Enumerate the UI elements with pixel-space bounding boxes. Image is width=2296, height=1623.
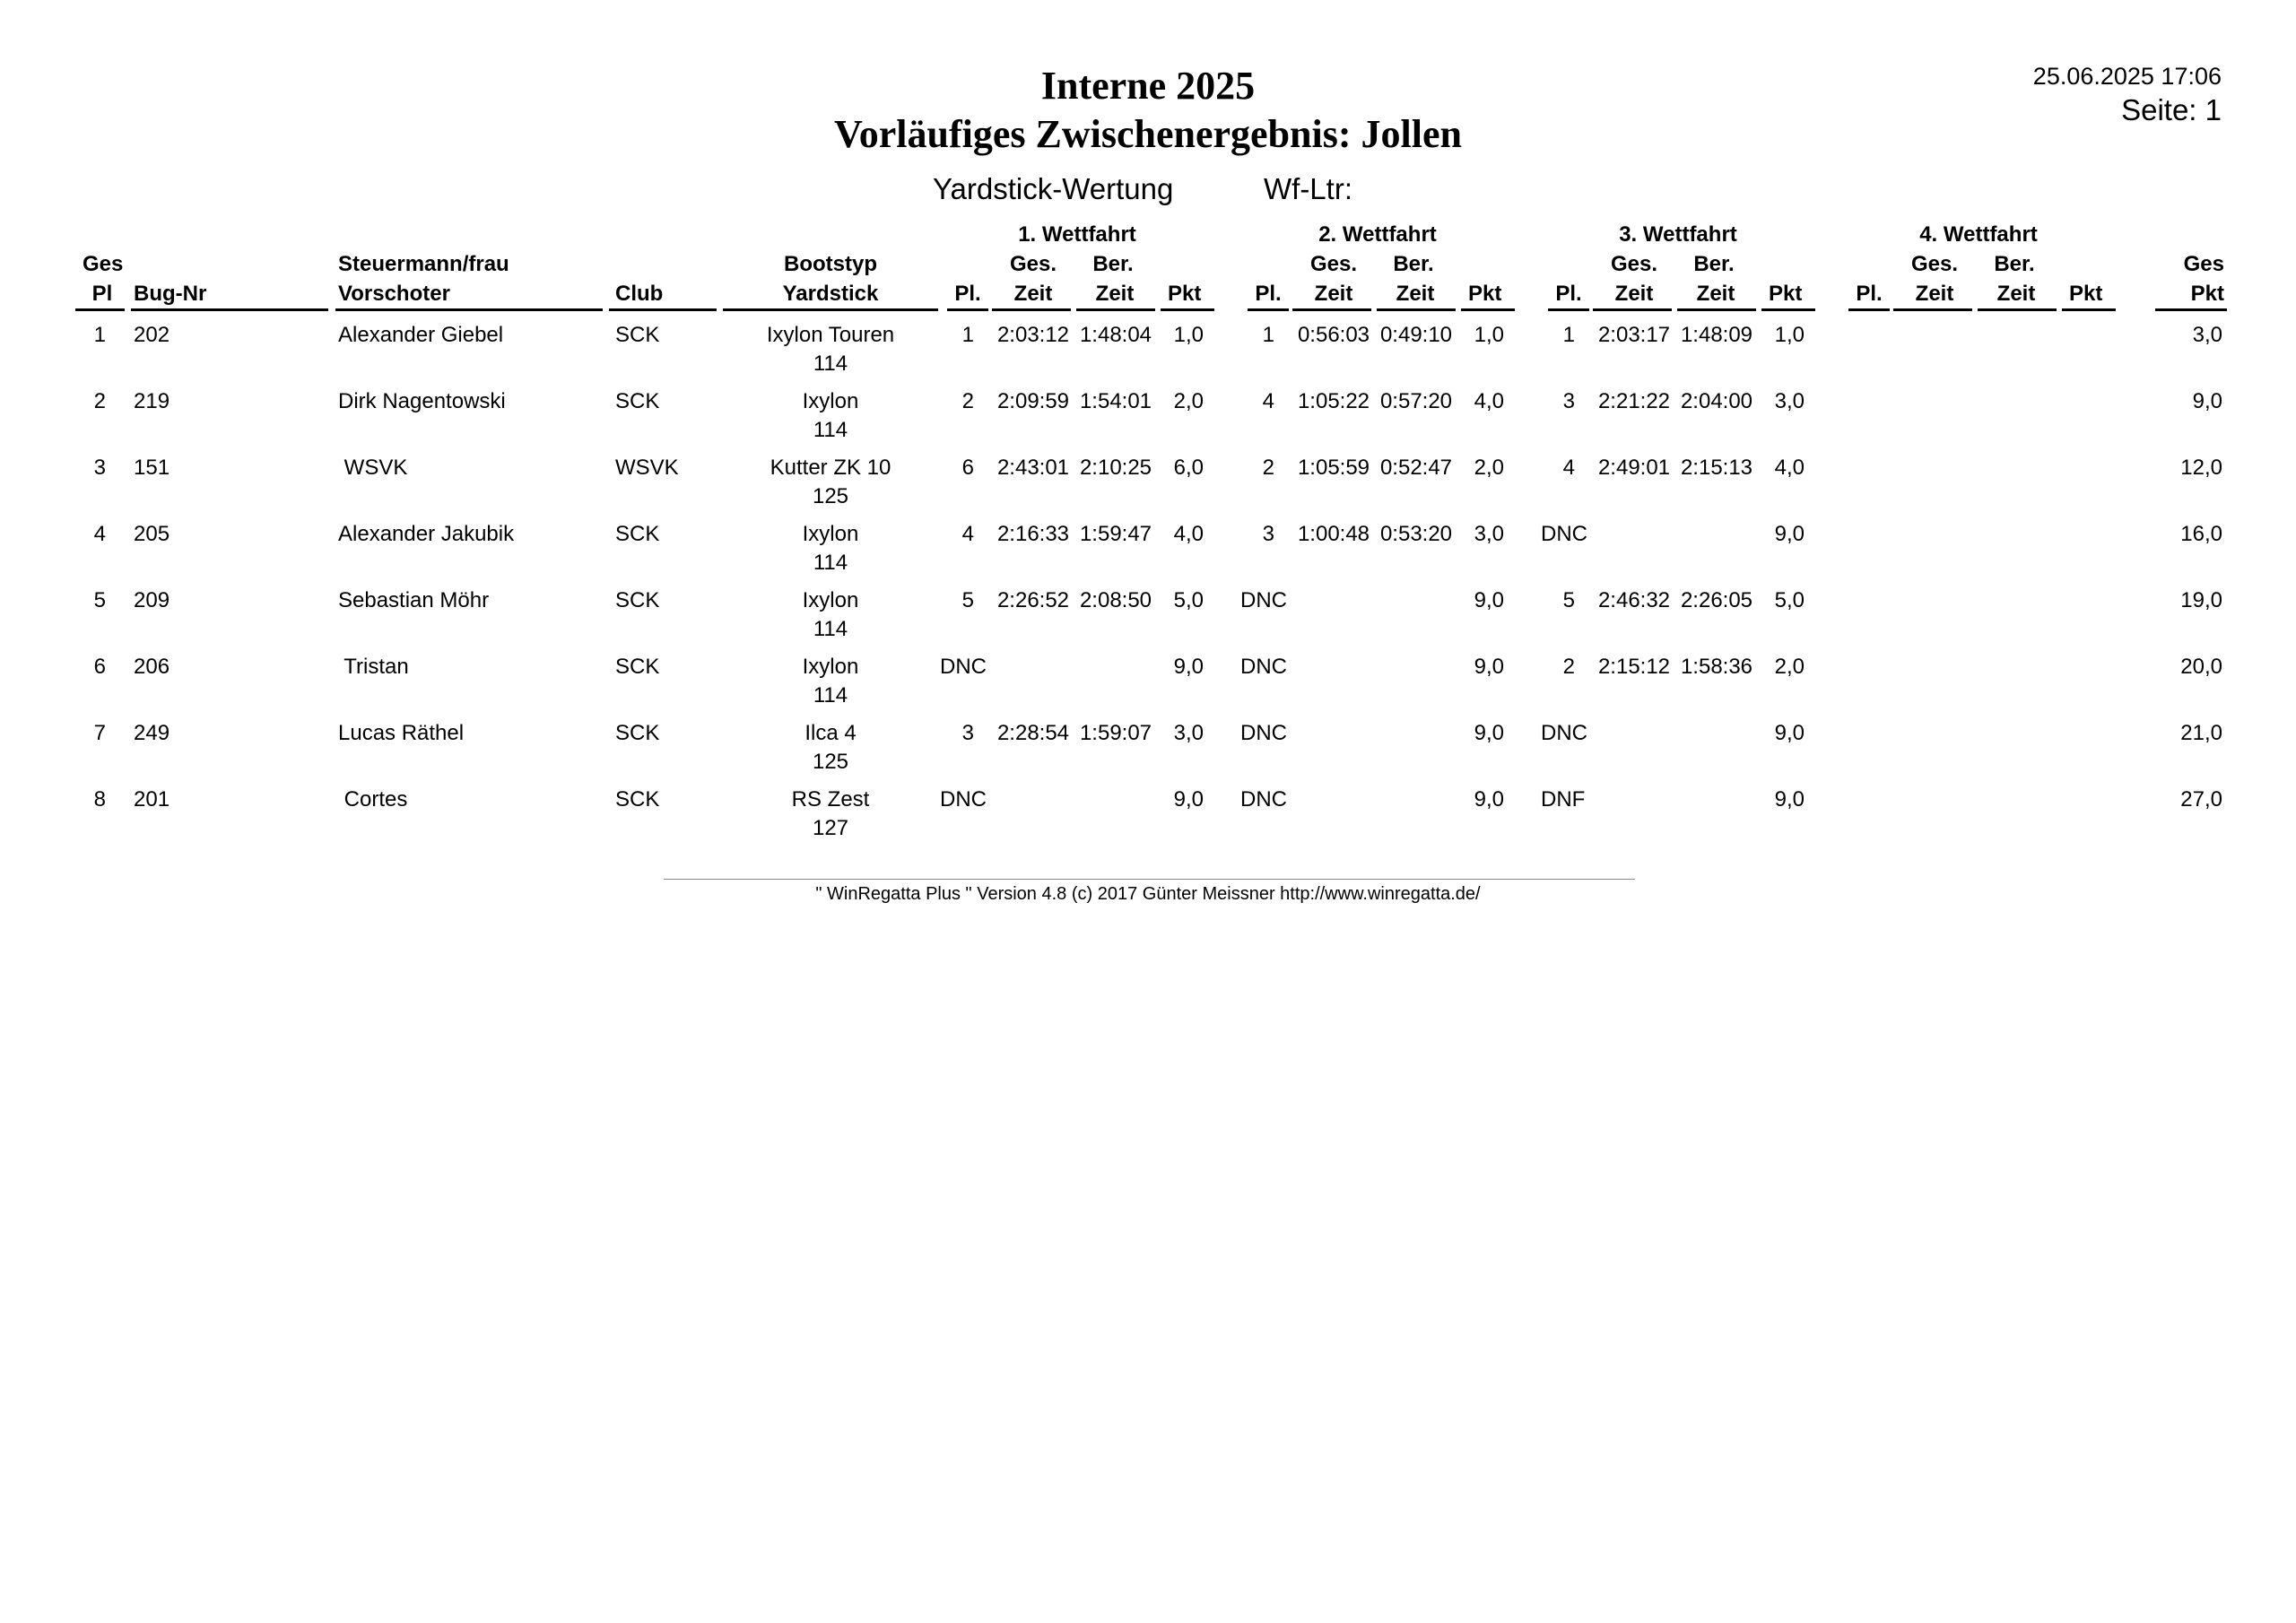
row-race-1-status: DNC (940, 787, 987, 812)
row-race-3-place: 1 (1562, 323, 1575, 347)
row-race-2-points: 9,0 (1474, 655, 1504, 679)
row-race-3-points: 3,0 (1774, 389, 1805, 413)
row-yardstick: 114 (813, 551, 848, 575)
underline-race-3-ber (1677, 308, 1756, 311)
row-boat-type: RS Zest (791, 787, 870, 812)
underline-race-3-pkt (1761, 308, 1815, 311)
row-race-2-status: DNC (1240, 655, 1287, 679)
row-yardstick: 114 (813, 617, 848, 641)
row-place: 6 (93, 655, 106, 679)
race-4-ber-header: Ber. (1994, 252, 2035, 276)
underline-total (2155, 308, 2227, 311)
underline-race-4-pl (1848, 308, 1890, 311)
row-race-1-points: 3,0 (1173, 721, 1204, 745)
row-club: SCK (615, 588, 660, 612)
row-race-3-ber-zeit: 1:58:36 (1680, 655, 1753, 679)
row-race-1-points: 2,0 (1173, 389, 1204, 413)
row-bug-nr: 205 (134, 522, 170, 546)
row-race-2-place: 3 (1262, 522, 1274, 546)
race-1-ber-header: Ber. (1092, 252, 1134, 276)
row-race-2-ber-zeit: 0:53:20 (1379, 522, 1453, 546)
row-sailor-name: Tristan (338, 655, 409, 679)
row-bug-nr: 219 (134, 389, 170, 413)
row-race-2-place: 2 (1262, 456, 1274, 480)
race-4-ges-zeit-header: Zeit (1915, 282, 1954, 306)
race-1-ber-zeit-header: Zeit (1095, 282, 1135, 306)
race-header-3: 3. Wettfahrt (1619, 222, 1737, 247)
row-race-2-place: 1 (1262, 323, 1274, 347)
document-subtitle: Vorläufiges Zwischenergebnis: Jollen (834, 112, 1462, 156)
col-header-pl: Pl (91, 282, 113, 306)
row-race-2-points: 2,0 (1474, 456, 1504, 480)
row-yardstick: 125 (812, 750, 849, 774)
row-race-1-ges-zeit: 2:03:12 (996, 323, 1070, 347)
row-race-2-points: 9,0 (1474, 787, 1504, 812)
race-2-ber-zeit-header: Zeit (1396, 282, 1435, 306)
row-race-3-points: 9,0 (1774, 522, 1805, 546)
wertung-label: Yardstick-Wertung (933, 172, 1174, 205)
row-bug-nr: 209 (134, 588, 170, 612)
row-race-2-points: 9,0 (1474, 588, 1504, 612)
row-race-3-place: 5 (1562, 588, 1575, 612)
row-race-1-place: 3 (961, 721, 974, 745)
row-race-1-ges-zeit: 2:09:59 (996, 389, 1070, 413)
row-race-2-points: 4,0 (1474, 389, 1504, 413)
row-boat-type: Kutter ZK 10 (770, 456, 891, 480)
row-place: 2 (93, 389, 106, 413)
row-total-points: 12,0 (2180, 456, 2222, 480)
race-2-ber-header: Ber. (1393, 252, 1434, 276)
row-bug-nr: 249 (134, 721, 170, 745)
page-number: Seite: 1 (2121, 93, 2222, 126)
row-race-2-ber-zeit: 0:57:20 (1379, 389, 1453, 413)
row-race-2-ges-zeit: 1:05:59 (1297, 456, 1370, 480)
row-race-1-place: 2 (961, 389, 974, 413)
row-sailor-name: Cortes (338, 787, 408, 812)
underline-race-3-ges (1593, 308, 1672, 311)
row-sailor-name: Sebastian Möhr (338, 588, 490, 612)
row-club: SCK (615, 655, 660, 679)
footer-credits: " WinRegatta Plus " Version 4.8 (c) 2017 Günter Meissner http://www.winregatta.de/ (815, 884, 1481, 904)
underline-name (335, 308, 603, 311)
race-3-ges-header: Ges. (1610, 252, 1658, 276)
underline-bug-nr (131, 308, 328, 311)
row-club: SCK (615, 522, 660, 546)
row-sailor-name: Dirk Nagentowski (338, 389, 506, 413)
row-place: 3 (93, 456, 106, 480)
row-place: 5 (93, 588, 106, 612)
row-total-points: 27,0 (2180, 787, 2222, 812)
race-3-pl-header: Pl. (1555, 282, 1582, 306)
row-race-2-place: 4 (1262, 389, 1274, 413)
row-sailor-name: WSVK (338, 456, 408, 480)
row-place: 1 (93, 323, 106, 347)
row-race-3-status: DNF (1541, 787, 1586, 812)
row-race-2-status: DNC (1240, 787, 1287, 812)
race-3-pkt-header: Pkt (1769, 282, 1803, 306)
row-race-3-ber-zeit: 2:04:00 (1680, 389, 1753, 413)
row-race-2-ges-zeit: 1:05:22 (1297, 389, 1370, 413)
race-2-pkt-header: Pkt (1468, 282, 1502, 306)
row-race-3-ber-zeit: 2:26:05 (1680, 588, 1753, 612)
row-race-2-points: 3,0 (1474, 522, 1504, 546)
row-race-3-ber-zeit: 1:48:09 (1680, 323, 1753, 347)
row-race-3-points: 9,0 (1774, 787, 1805, 812)
row-race-2-ber-zeit: 0:52:47 (1379, 456, 1453, 480)
row-race-1-status: DNC (940, 655, 987, 679)
underline-race-1-pl (947, 308, 988, 311)
row-total-points: 20,0 (2180, 655, 2222, 679)
underline-race-2-ber (1377, 308, 1456, 311)
col-header-ges-top: Ges (83, 252, 124, 276)
row-race-3-ges-zeit: 2:03:17 (1597, 323, 1671, 347)
row-bug-nr: 202 (134, 323, 170, 347)
row-race-1-ber-zeit: 1:48:04 (1079, 323, 1152, 347)
row-sailor-name: Alexander Giebel (338, 323, 504, 347)
race-2-ges-zeit-header: Zeit (1314, 282, 1353, 306)
row-club: WSVK (615, 456, 679, 480)
row-race-3-points: 1,0 (1774, 323, 1805, 347)
col-header-yardstick: Yardstick (782, 282, 879, 306)
row-club: SCK (615, 721, 660, 745)
row-club: SCK (615, 323, 660, 347)
row-race-1-points: 6,0 (1173, 456, 1204, 480)
row-race-1-ber-zeit: 2:10:25 (1079, 456, 1152, 480)
race-header-4: 4. Wettfahrt (1919, 222, 2038, 247)
row-race-1-ges-zeit: 2:26:52 (996, 588, 1070, 612)
document-title: Interne 2025 (1040, 64, 1256, 108)
race-2-ges-header: Ges. (1309, 252, 1358, 276)
row-bug-nr: 201 (134, 787, 170, 812)
row-race-2-ges-zeit: 0:56:03 (1297, 323, 1370, 347)
race-1-pl-header: Pl. (954, 282, 981, 306)
row-race-2-ges-zeit: 1:00:48 (1297, 522, 1370, 546)
underline-race-1-ber (1076, 308, 1155, 311)
underline-race-2-pl (1248, 308, 1289, 311)
row-place: 7 (93, 721, 106, 745)
row-race-1-place: 5 (961, 588, 974, 612)
row-boat-type: Ixylon (802, 522, 859, 546)
row-race-2-points: 9,0 (1474, 721, 1504, 745)
race-header-1: 1. Wettfahrt (1018, 222, 1136, 247)
col-header-ges-total: Pkt (2190, 282, 2224, 306)
row-total-points: 19,0 (2180, 588, 2222, 612)
col-header-bootstyp: Bootstyp (784, 252, 877, 276)
race-2-pl-header: Pl. (1255, 282, 1282, 306)
col-header-club: Club (615, 282, 664, 306)
row-race-3-ber-zeit: 2:15:13 (1680, 456, 1753, 480)
underline-club (609, 308, 717, 311)
race-4-pl-header: Pl. (1856, 282, 1883, 306)
row-race-1-points: 9,0 (1173, 655, 1204, 679)
race-3-ges-zeit-header: Zeit (1614, 282, 1654, 306)
underline-race-1-pkt (1161, 308, 1214, 311)
race-3-ber-zeit-header: Zeit (1696, 282, 1735, 306)
row-race-2-status: DNC (1240, 588, 1287, 612)
row-race-2-points: 1,0 (1474, 323, 1504, 347)
col-header-vorschoter: Vorschoter (338, 282, 450, 306)
row-race-1-ber-zeit: 1:59:47 (1079, 522, 1152, 546)
row-race-1-ges-zeit: 2:43:01 (996, 456, 1070, 480)
row-race-1-ges-zeit: 2:16:33 (996, 522, 1070, 546)
row-race-3-points: 4,0 (1774, 456, 1805, 480)
row-club: SCK (615, 787, 660, 812)
row-yardstick: 114 (813, 352, 848, 376)
row-place: 8 (93, 787, 106, 812)
row-total-points: 16,0 (2180, 522, 2222, 546)
row-race-1-place: 6 (961, 456, 974, 480)
underline-boat (723, 308, 938, 311)
row-total-points: 3,0 (2192, 323, 2222, 347)
race-4-pkt-header: Pkt (2069, 282, 2103, 306)
underline-race-4-ges (1893, 308, 1972, 311)
row-sailor-name: Alexander Jakubik (338, 522, 515, 546)
row-race-3-points: 5,0 (1774, 588, 1805, 612)
row-race-3-status: DNC (1541, 522, 1587, 546)
race-1-ges-zeit-header: Zeit (1013, 282, 1053, 306)
row-club: SCK (615, 389, 660, 413)
race-4-ges-header: Ges. (1910, 252, 1959, 276)
row-race-1-points: 1,0 (1173, 323, 1204, 347)
row-total-points: 9,0 (2192, 389, 2222, 413)
row-race-3-ges-zeit: 2:15:12 (1597, 655, 1671, 679)
row-race-3-status: DNC (1541, 721, 1587, 745)
row-boat-type: Ilca 4 (804, 721, 857, 745)
row-yardstick: 125 (812, 484, 849, 508)
col-header-ges-total-top: Ges (2183, 252, 2224, 276)
row-race-3-points: 2,0 (1774, 655, 1805, 679)
race-4-ber-zeit-header: Zeit (1996, 282, 2036, 306)
row-yardstick: 114 (813, 418, 848, 442)
row-race-1-place: 4 (961, 522, 974, 546)
row-boat-type: Ixylon (802, 389, 859, 413)
row-total-points: 21,0 (2180, 721, 2222, 745)
row-bug-nr: 206 (134, 655, 170, 679)
underline-race-3-pl (1548, 308, 1589, 311)
underline-race-4-ber (1978, 308, 2057, 311)
print-datetime: 25.06.2025 17:06 (2032, 63, 2222, 90)
race-1-pkt-header: Pkt (1168, 282, 1202, 306)
row-boat-type: Ixylon Touren (766, 323, 895, 347)
col-header-steuermann: Steuermann/frau (338, 252, 509, 276)
underline-race-2-ges (1292, 308, 1371, 311)
wf-ltr-label: Wf-Ltr: (1264, 172, 1352, 205)
row-race-3-ges-zeit: 2:49:01 (1597, 456, 1671, 480)
row-race-1-points: 4,0 (1173, 522, 1204, 546)
row-boat-type: Ixylon (802, 655, 859, 679)
row-race-3-place: 2 (1562, 655, 1575, 679)
row-race-3-place: 3 (1562, 389, 1575, 413)
row-yardstick: 127 (812, 816, 849, 840)
race-3-ber-header: Ber. (1693, 252, 1735, 276)
row-race-2-status: DNC (1240, 721, 1287, 745)
race-header-2: 2. Wettfahrt (1318, 222, 1437, 247)
row-race-3-place: 4 (1562, 456, 1575, 480)
underline-race-1-ges (992, 308, 1071, 311)
row-bug-nr: 151 (134, 456, 170, 480)
row-race-1-ber-zeit: 1:59:07 (1079, 721, 1152, 745)
row-race-3-ges-zeit: 2:21:22 (1597, 389, 1671, 413)
race-1-ges-header: Ges. (1009, 252, 1057, 276)
row-sailor-name: Lucas Räthel (338, 721, 465, 745)
row-race-1-ber-zeit: 1:54:01 (1079, 389, 1152, 413)
footer-divider (664, 879, 1635, 880)
underline-race-4-pkt (2062, 308, 2116, 311)
underline-pl (75, 308, 125, 311)
row-race-3-ges-zeit: 2:46:32 (1597, 588, 1671, 612)
row-boat-type: Ixylon (802, 588, 859, 612)
col-header-bug-nr: Bug-Nr (134, 282, 207, 306)
row-race-2-ber-zeit: 0:49:10 (1379, 323, 1453, 347)
row-race-1-ber-zeit: 2:08:50 (1079, 588, 1152, 612)
underline-race-2-pkt (1461, 308, 1515, 311)
row-yardstick: 114 (813, 683, 848, 707)
row-race-3-points: 9,0 (1774, 721, 1805, 745)
row-race-1-points: 5,0 (1173, 588, 1204, 612)
row-place: 4 (93, 522, 106, 546)
row-race-1-ges-zeit: 2:28:54 (996, 721, 1070, 745)
row-race-1-points: 9,0 (1173, 787, 1204, 812)
row-race-1-place: 1 (961, 323, 974, 347)
